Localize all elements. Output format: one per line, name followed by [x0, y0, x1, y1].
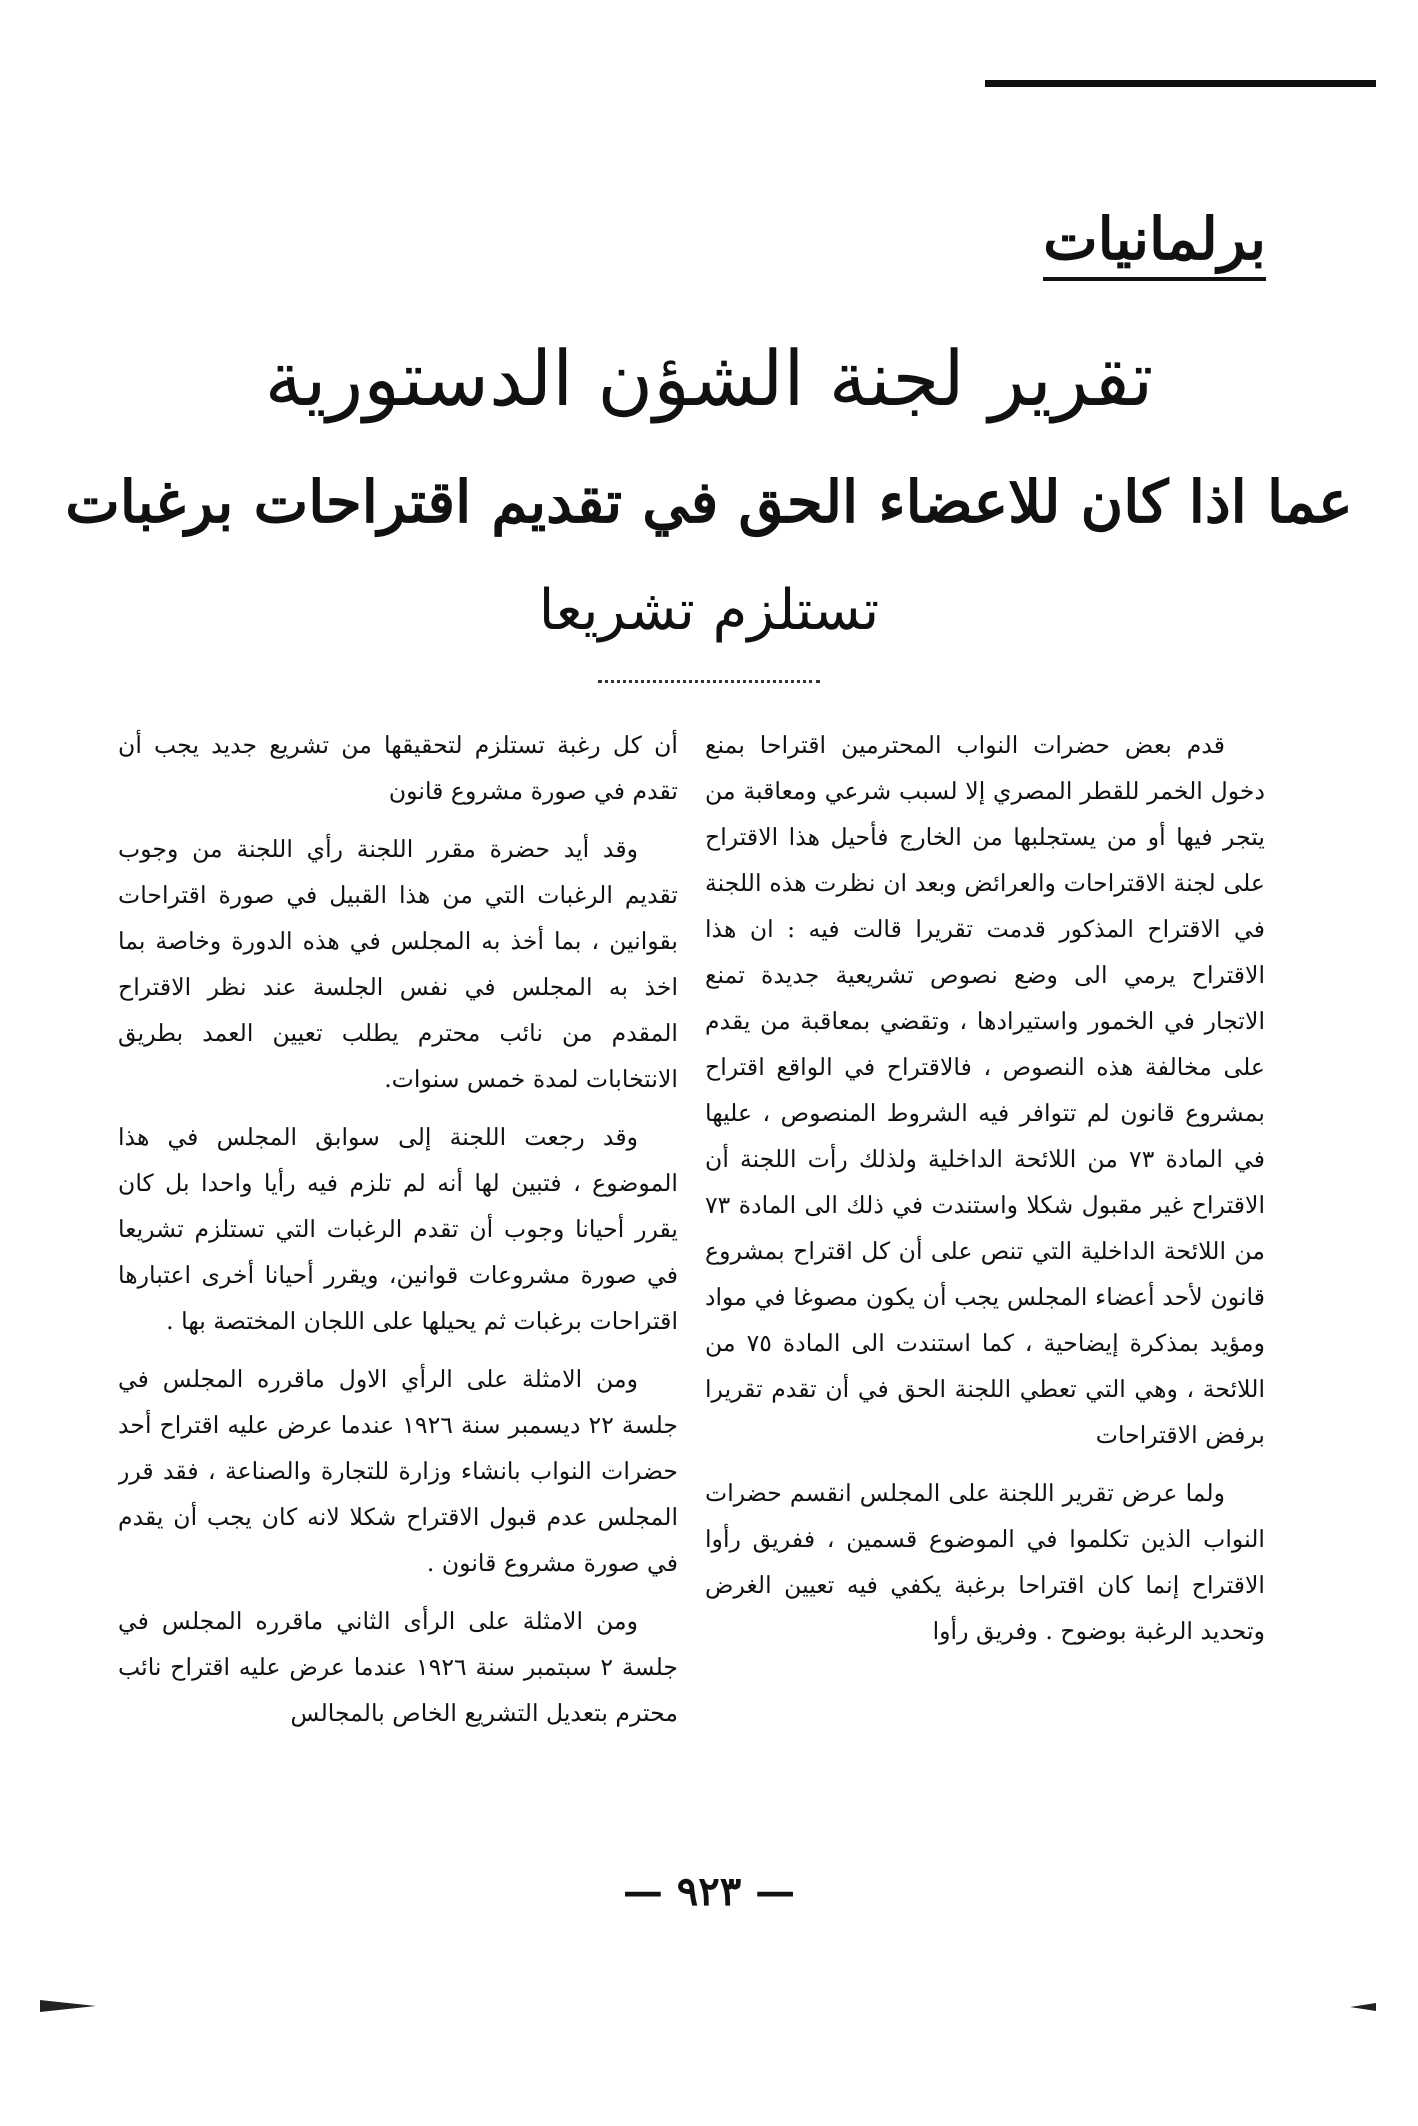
title-divider: [598, 680, 820, 683]
paragraph: أن كل رغبة تستلزم لتحقيقها من تشريع جديد يجب أن تقدم في صورة مشروع قانون: [118, 731, 678, 805]
paragraph: ولما عرض تقرير اللجنة على المجلس انقسم حضرات النواب الذين تكلموا في الموضوع قسمين ، ففريق رأوا الاقتراح إنما كان اقتراحا برغبة يكفي فيه تعيين الغرض وتحديد الرغبة بوضوح . وفريق رأوا: [705, 1479, 1265, 1645]
subtitle-line-1: عما اذا كان للاعضاء الحق في تقديم اقتراحات برغبات: [65, 468, 1353, 536]
text-column-left: [118, 722, 678, 1862]
scan-mark-right: [1350, 2003, 1376, 2011]
paragraph: ومن الامثلة على الرأي الاول ماقرره المجلس في جلسة ٢٢ ديسمبر سنة ١٩٢٦ عندما عرض عليه اقتراح أحد حضرات النواب بانشاء وزارة للتجارة والصناعة ، فقد قرر المجلس عدم قبول الاقتراح شكلا لانه كان يجب أن يقدم في صورة مشروع قانون .: [118, 1365, 678, 1577]
scan-mark-left: [40, 2000, 96, 2012]
text-column-right: [705, 722, 1265, 1862]
page-title: تقرير لجنة الشؤن الدستورية: [264, 334, 1154, 423]
page-number: — ٩٢٣ —: [622, 1868, 796, 1915]
paragraph: قدم بعض حضرات النواب المحترمين اقتراحا بمنع دخول الخمر للقطر المصري إلا لسبب شرعي ومعاقبة من يتجر فيها أو من يستجلبها من الخارج فأحيل هذا الاقتراح على لجنة الاقتراحات والعرائض وبعد ان نظرت هذه اللجنة في الاقتراح المذكور قدمت تقريرا قالت فيه : ان هذا الاقتراح يرمي الى وضع نصوص تشريعية جديدة تمنع الاتجار في الخمور واستيرادها ، وتقضي بمعاقبة من يقدم على مخالفة هذه النصوص ، فالاقتراح في الواقع اقتراح بمشروع قانون لم تتوافر فيه الشروط المنصوص ، عليها في المادة ٧٣ من اللائحة الداخلية ولذلك رأت اللجنة أن الاقتراح غير مقبول شكلا واستندت في ذلك الى المادة ٧٣ من اللائحة الداخلية التي تنص على أن كل اقتراح بمشروع قانون لأحد أعضاء المجلس يجب أن يكون مصوغا في مواد ومؤيد بمذكرة إيضاحية ، كما استندت الى المادة ٧٥ من اللائحة ، وهي التي تعطي اللجنة الحق في أن تقدم تقريرا برفض الاقتراحات: [705, 731, 1265, 1449]
paragraph: ومن الامثلة على الرأى الثاني ماقرره المجلس في جلسة ٢ سبتمبر سنة ١٩٢٦ عندما عرض عليه اقتراح نائب محترم بتعديل التشريع الخاص بالمجالس: [118, 1607, 678, 1727]
top-rule: [985, 80, 1376, 87]
section-label: برلمانيات: [1043, 205, 1266, 281]
subtitle-line-2: تستلزم تشريعا: [538, 578, 880, 643]
paragraph: وقد رجعت اللجنة إلى سوابق المجلس في هذا الموضوع ، فتبين لها أنه لم تلزم فيه رأيا واحدا بل كان يقرر أحيانا وجوب أن تقدم الرغبات التي تستلزم تشريعا في صورة مشروعات قوانين، ويقرر أحيانا أخرى اعتبارها اقتراحات برغبات ثم يحيلها على اللجان المختصة بها .: [118, 1123, 678, 1335]
paragraph: وقد أيد حضرة مقرر اللجنة رأي اللجنة من وجوب تقديم الرغبات التي من هذا القبيل في صورة اقتراحات بقوانين ، بما أخذ به المجلس في هذه الدورة وخاصة بما اخذ به المجلس في نفس الجلسة عند نظر الاقتراح المقدم من نائب محترم يطلب تعيين العمد بطريق الانتخابات لمدة خمس سنوات.: [118, 835, 678, 1093]
